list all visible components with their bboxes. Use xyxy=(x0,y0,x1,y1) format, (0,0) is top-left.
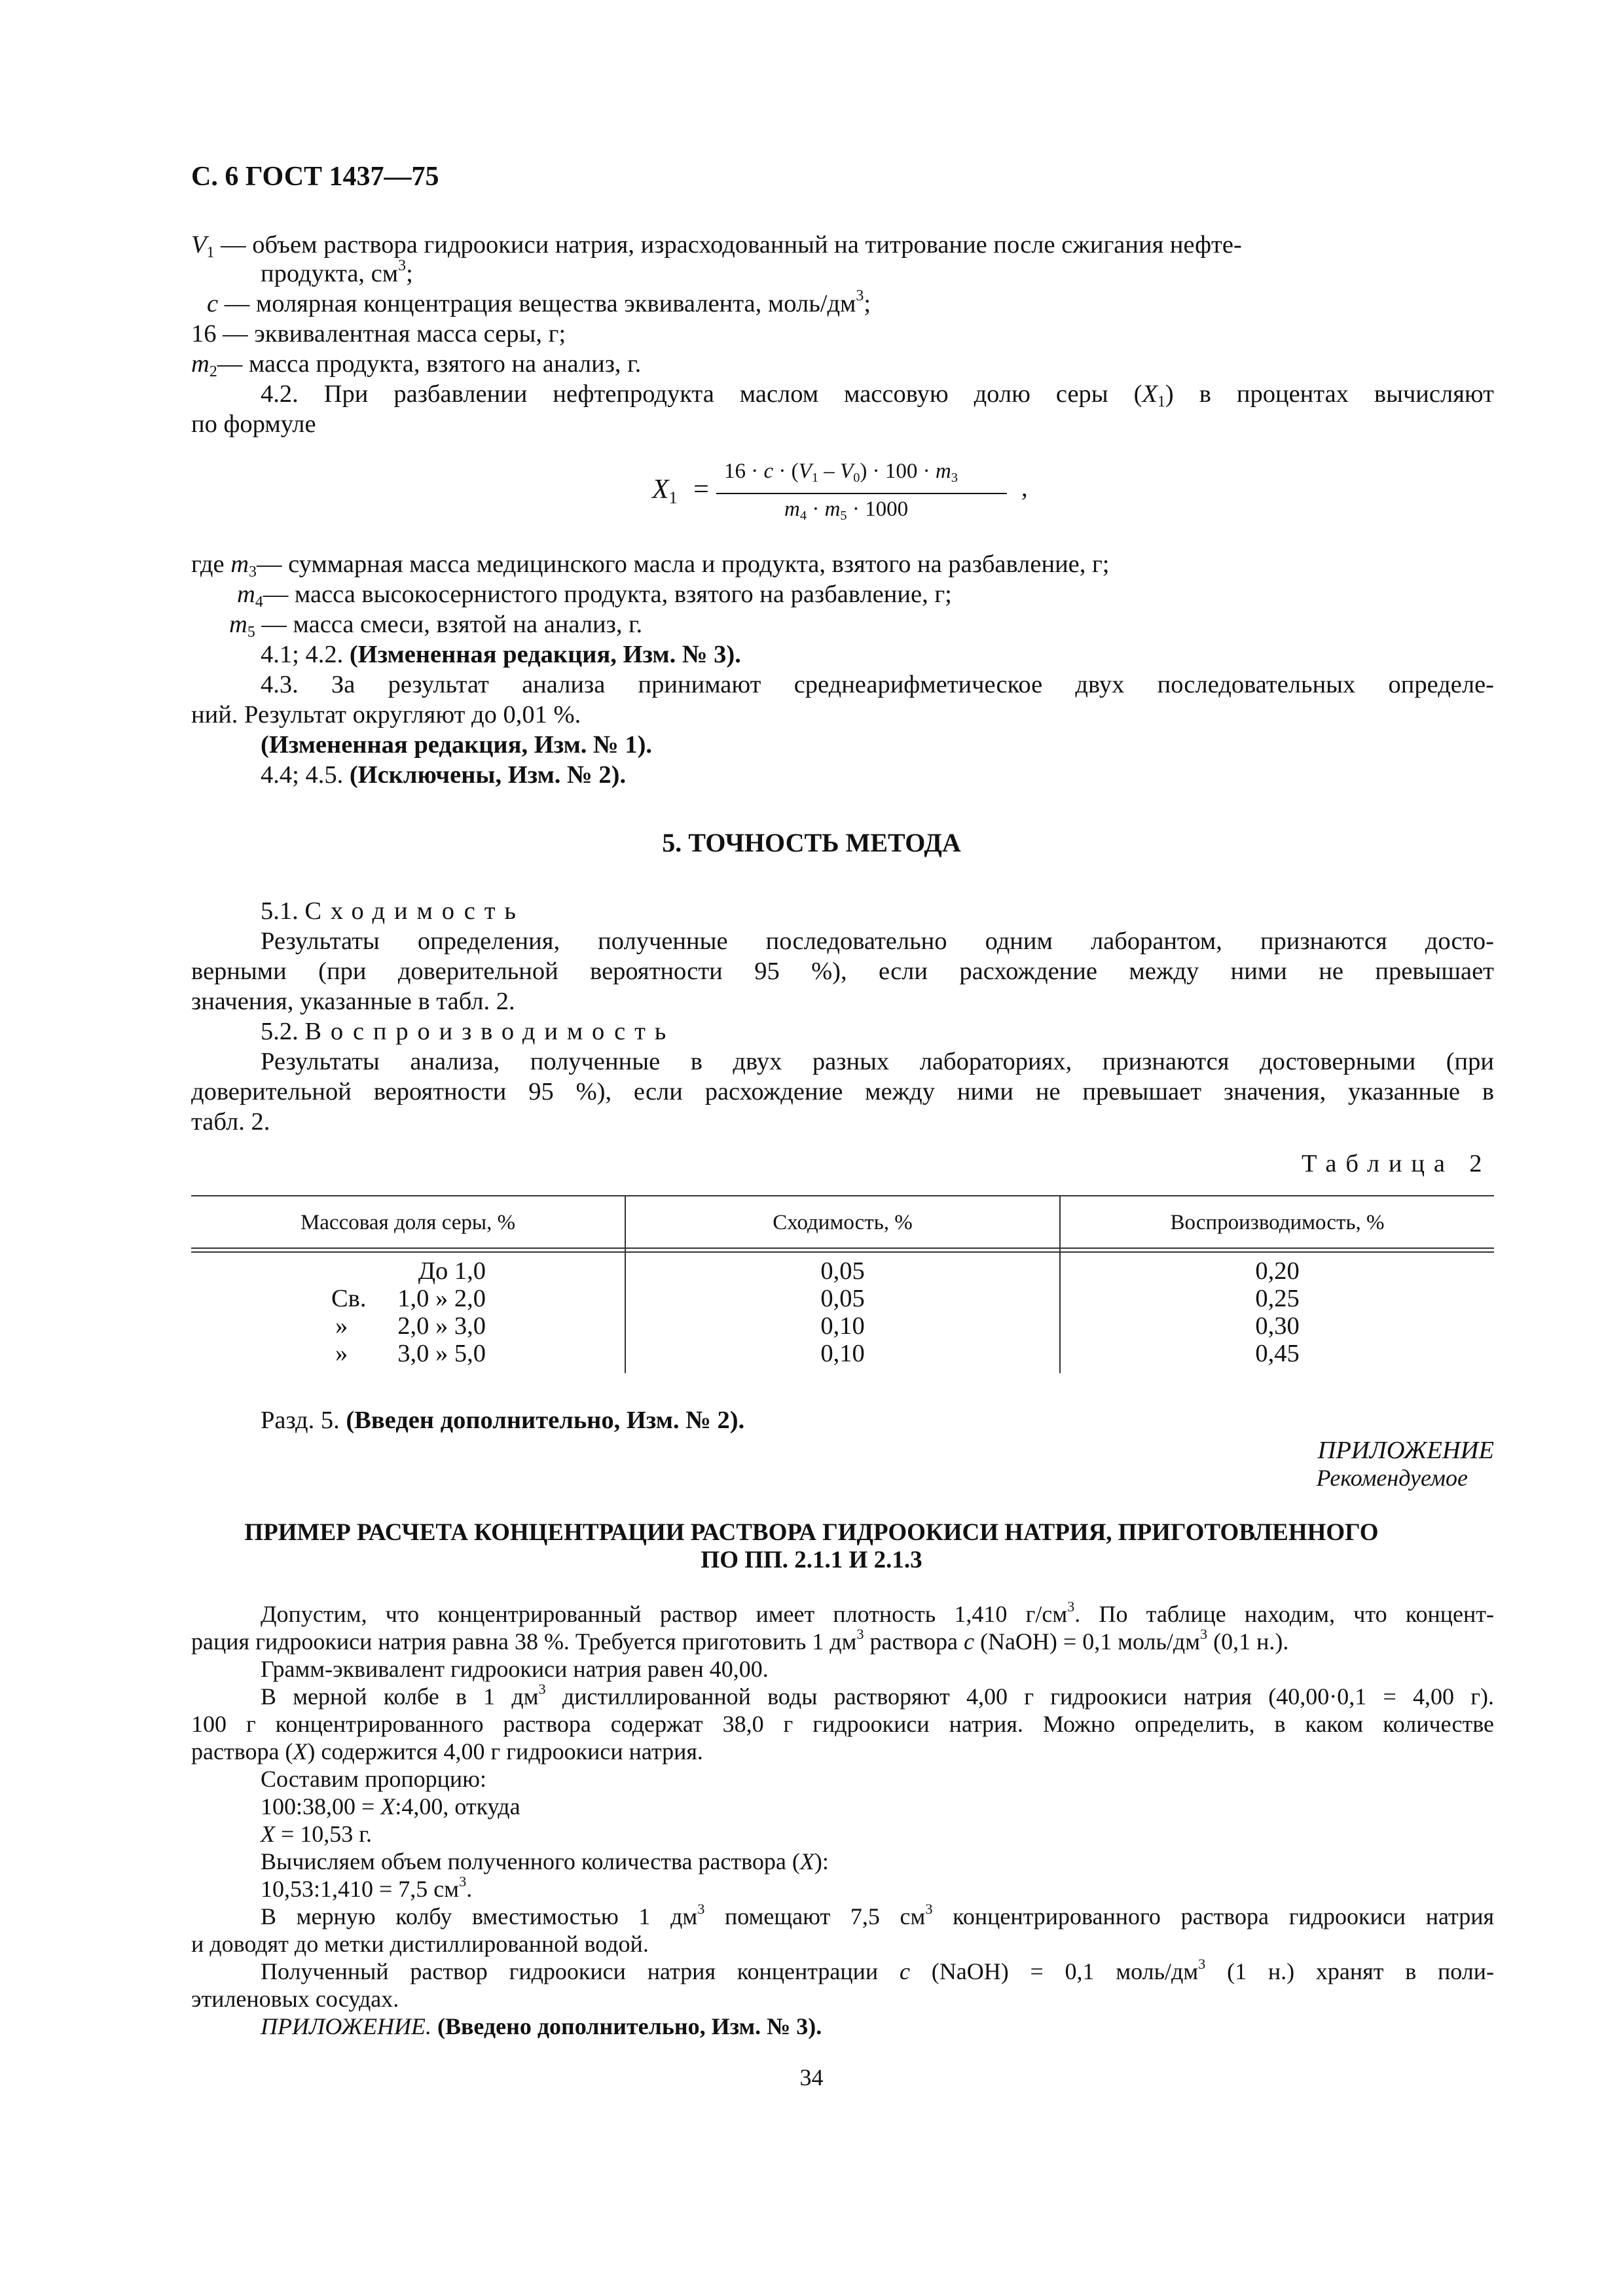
row-repeatability: 0,10 xyxy=(820,1340,865,1367)
appendix-para10-line2: этиленовых сосудах. xyxy=(191,1986,399,2012)
formula-lhs: $X_1$ = xyxy=(652,475,709,507)
appendix-label: ПРИЛОЖЕНИЕ xyxy=(1317,1437,1494,1464)
clause-5-1-line2: верными (при доверительной вероятности 95 %), если расхождение между ними не превышает xyxy=(191,958,1494,985)
appendix-volume-calc: 10,53:1,410 = 7,5 $см^3$. xyxy=(261,1873,473,1902)
clause-4-3-line1: 4.3. За результат анализа принимают среднеарифметическое двух последовательных определе- xyxy=(261,671,1494,698)
row-repeatability: 0,10 xyxy=(820,1312,865,1340)
row-reproducibility: 0,25 xyxy=(1255,1285,1300,1312)
clause-5-2-title: 5.2. Воспроизводимость xyxy=(261,1018,676,1045)
table-top-rule xyxy=(191,1195,1494,1196)
formula-fraction-bar xyxy=(716,493,1007,494)
table-caption: Таблица 2 xyxy=(1302,1150,1491,1177)
table-header-reproducibility: Воспроизводимость, % xyxy=(1170,1211,1385,1234)
row-reproducibility: 0,30 xyxy=(1255,1312,1300,1340)
clause-5-1-line3: значения, указанные в табл. 2. xyxy=(191,988,515,1015)
page-header: С. 6 ГОСТ 1437—75 xyxy=(191,162,439,192)
clause-4-3-line2: ний. Результат округляют до 0,01 %. xyxy=(191,701,581,728)
formula-numerator: $16 \cdot c \cdot (V_1 - V_0) \cdot 100 \cdot m_3$ xyxy=(724,459,958,486)
appendix-final-note: ПРИЛОЖЕНИЕ. (Введено дополнительно, Изм. № 3). xyxy=(261,2013,822,2039)
row-prefix: Св. xyxy=(331,1285,367,1312)
clause-5-2-line3: табл. 2. xyxy=(191,1108,270,1136)
row-repeatability: 0,05 xyxy=(820,1285,865,1312)
appendix-sublabel: Рекомендуемое xyxy=(1316,1465,1468,1491)
appendix-para2: Грамм-эквивалент гидроокиси натрия равен 40,00. xyxy=(261,1656,769,1682)
table-header-rule xyxy=(191,1247,1494,1249)
definition-v1: $V_1$ — объем раствора гидроокиси натрия, израсходованный на титрование после сжигания нефте- xyxy=(191,231,1242,262)
row-range: 1,0 » 2,0 xyxy=(397,1285,486,1312)
page-number: 34 xyxy=(799,2064,824,2090)
formula-denominator: $m_4 \cdot m_5 \cdot 1000$ xyxy=(784,497,909,524)
row-repeatability: 0,05 xyxy=(820,1257,865,1285)
row-reproducibility: 0,20 xyxy=(1255,1257,1300,1285)
definition-c: c — молярная концентрация вещества эквивалента, моль/$дм^3$; xyxy=(207,287,871,317)
clause-5-1-line1: Результаты определения, полученные последовательно одним лаборантом, признаются досто- xyxy=(261,927,1494,955)
appendix-para9-line1: В мерную колбу вместимостью 1 $дм^3$ помещают 7,5 $см^3$ концентрированного раствора гидроокиси натрия xyxy=(261,1900,1495,1929)
row-range: До 1,0 xyxy=(418,1257,486,1285)
definition-m3: где $m_3—$ суммарная масса медицинского масла и продукта, взятого на разбавление, г; xyxy=(191,550,1110,581)
appendix-para3-line2: 100 г концентрированного раствора содержат 38,0 г гидроокиси натрия. Можно определить, в каком количестве xyxy=(191,1711,1494,1737)
table-header-sulfur: Массовая доля серы, % xyxy=(300,1211,516,1234)
section-5-note: Разд. 5. (Введен дополнительно, Изм. № 2). xyxy=(261,1407,745,1434)
clause-5-1-title: 5.1. Сходимость xyxy=(261,897,525,925)
appendix-proportion: 100:38,00 = X:4,00, откуда xyxy=(261,1793,520,1820)
clause-4-2-line1: 4.2. При разбавлении нефтепродукта маслом массовую долю серы $(X_1)$ в процентах вычисляют xyxy=(261,380,1494,411)
definition-v1-continuation: продукта, $см^3$; xyxy=(261,257,413,287)
appendix-para7: Вычисляем объем полученного количества раствора (X): xyxy=(261,1848,829,1874)
definition-m2: $m_2—$ масса продукта, взятого на анализ, г. xyxy=(191,350,642,381)
appendix-para3-line3: раствора (X) содержится 4,00 г гидроокиси натрия. xyxy=(191,1738,703,1765)
clause-5-2-line2: доверительной вероятности 95 %), если расхождение между ними не превышает значения, указанные в xyxy=(191,1078,1494,1105)
definition-m4: $m_4—$ масса высокосернистого продукта, взятого на разбавление, г; xyxy=(237,581,952,611)
appendix-para1-line2: рация гидроокиси натрия равна 38 %. Требуется приготовить 1 $дм^3$ раствора c (NaOH) = 0,1 моль/$дм^3$ (0,1 н.). xyxy=(191,1625,1289,1655)
appendix-para9-line2: и доводят до метки дистиллированной водой. xyxy=(191,1931,649,1957)
appendix-para1-line1: Допустим, что концентрированный раствор имеет плотность 1,410 $г/см^3$. По таблице находим, что концент- xyxy=(261,1598,1494,1627)
row-prefix: » xyxy=(335,1312,348,1340)
note-4-4-4-5: 4.4; 4.5. (Исключены, Изм. № 2). xyxy=(261,761,627,789)
appendix-para3-line1: В мерной колбе в 1 $дм^3$ дистиллированной воды растворяют 4,00 г гидроокиси натрия (40,00·0,1 = 4,00 г). xyxy=(261,1680,1494,1710)
appendix-para10-line1: Полученный раствор гидроокиси натрия концентрации c (NaOH) = 0,1 моль/$дм^3$ (1 н.) хранят в поли- xyxy=(261,1955,1494,1984)
definition-16: 16 — эквивалентная масса серы, г; xyxy=(191,320,566,348)
appendix-para4: Составим пропорцию: xyxy=(261,1766,487,1792)
row-reproducibility: 0,45 xyxy=(1255,1340,1300,1367)
clause-4-2-line2: по формуле xyxy=(191,410,316,438)
table-header-rule-2 xyxy=(191,1251,1494,1253)
row-prefix: » xyxy=(335,1340,348,1367)
note-edited-1: (Измененная редакция, Изм. № 1). xyxy=(261,731,653,759)
row-range: 3,0 » 5,0 xyxy=(397,1340,486,1367)
formula-comma: , xyxy=(1021,475,1028,502)
appendix-result-x: X = 10,53 г. xyxy=(261,1821,373,1847)
table-header-repeatability: Сходимость, % xyxy=(773,1211,913,1234)
definition-m5: $m_5$ — масса смеси, взятой на анализ, г. xyxy=(229,611,643,641)
appendix-title-line1: ПРИМЕР РАСЧЕТА КОНЦЕНТРАЦИИ РАСТВОРА ГИДРООКИСИ НАТРИЯ, ПРИГОТОВЛЕННОГО xyxy=(244,1519,1379,1546)
row-range: 2,0 » 3,0 xyxy=(397,1312,486,1340)
appendix-title-line2: ПО ПП. 2.1.1 И 2.1.3 xyxy=(701,1547,922,1573)
clause-5-2-line1: Результаты анализа, полученные в двух разных лабораториях, признаются достоверными (при xyxy=(261,1048,1494,1075)
section-5-title: 5. ТОЧНОСТЬ МЕТОДА xyxy=(662,828,961,857)
note-4-1-4-2: 4.1; 4.2. (Измененная редакция, Изм. № 3). xyxy=(261,641,741,668)
